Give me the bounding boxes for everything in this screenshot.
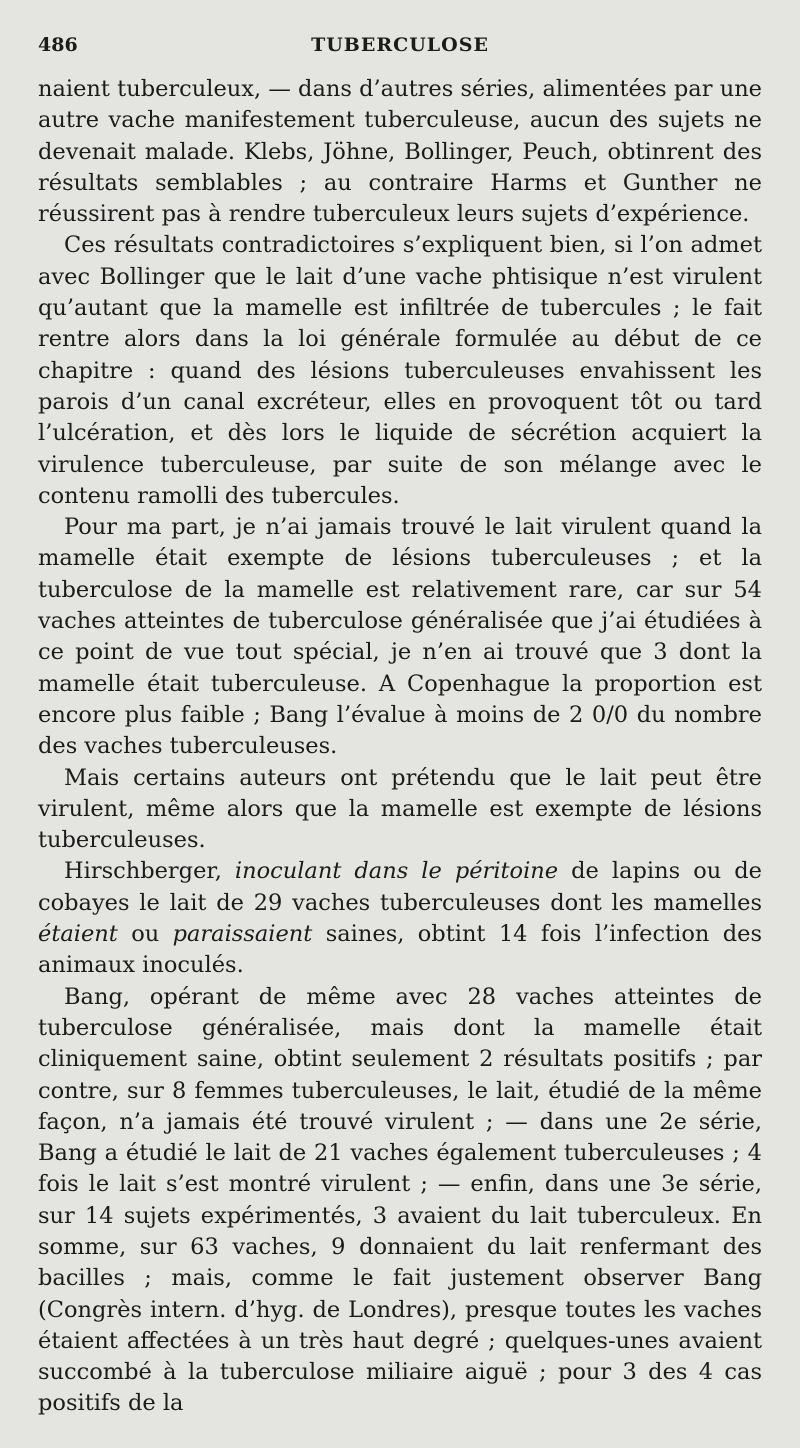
paragraph-text: Bang, opérant de même avec 28 vaches atteintes de tuberculose généralisée, mais dont la mamelle était cliniquement saine, obtint seulement 2 résultats positifs ; par contre, sur 8 femmes tuberculeuses, le lait, étudié de la même façon, n’a jamais été trouvé virulent ; — dans une 2e série, Bang a étudié le lait de 21 vaches également tuberculeuses ; 4 fois le lait s’est montré virulent ; — enfin, dans une 3e série, sur 14 sujets expérimentés, 3 avaient du lait tuberculeux. En somme, sur 63 vaches, 9 donnaient du lait renfermant des bacilles ; mais, comme le fait justement observer Bang (Congrès intern. d’hyg. de Londres), presque toutes les vaches étaient affectées à un très haut degré ; quelques-unes avaient succombé à la tuberculose miliaire aiguë ; pour 3 des 4 cas positifs de la [38, 983, 762, 1417]
running-title: TUBERCULOSE [311, 34, 489, 56]
page-header [38, 30, 762, 74]
italic-text: inoculant dans le péritoine [234, 858, 559, 885]
paragraph [38, 982, 762, 1420]
paragraph-text: Mais certains auteurs ont prétendu que le lait peut être virulent, même alors que la mamelle est exempte de lésions tuberculeuses. [38, 764, 762, 854]
paragraph-text: de lapins ou de cobayes le lait de 29 vaches tuberculeuses dont les mamelles [38, 858, 762, 916]
paragraph-text: Ces résultats contradictoires s’expliquent bien, si l’on admet avec Bollinger que le lait d’une vache phtisique n’est virulent qu’autant que la mamelle est infiltrée de tubercules ; le fait rentre alors dans la loi générale formulée au début de ce chapitre : quand des lésions tuberculeuses envahissent les parois d’un canal excréteur, elles en provoquent tôt ou tard l’ulcération, et dès lors le liquide de sécrétion acquiert la virulence tuberculeuse, par suite de son mélange avec le contenu ramolli des tubercules. [38, 232, 762, 509]
paragraph-text: Pour ma part, je n’ai jamais trouvé le lait virulent quand la mamelle était exempte de lésions tuberculeuses ; et la tuberculose de la mamelle est relativement rare, car sur 54 vaches atteintes de tuberculose généralisée que j’ai étudiées à ce point de vue tout spécial, je n’en ai trouvé que 3 dont la mamelle était tuberculeuse. A Copenhague la proportion est encore plus faible ; Bang l’évalue à moins de 2 0/0 du nombre des vaches tuberculeuses. [38, 514, 762, 760]
paragraph-text: naient tuberculeux, — dans d’autres séries, alimentées par une autre vache manifestement tuberculeuse, aucun des sujets ne devenait malade. Klebs, Jöhne, Bollinger, Peuch, obtinrent des résultats semblables ; au contraire Harms et Gunther ne réussirent pas à rendre tuberculeux leurs sujets d’expérience. [38, 76, 762, 228]
page-number: 486 [38, 34, 78, 56]
paragraph-text: Hirschberger, [64, 858, 235, 885]
paragraph [38, 74, 762, 230]
paragraph-text: ou [117, 921, 173, 948]
body-text [38, 74, 762, 1420]
paragraph [38, 856, 762, 981]
paragraph [38, 512, 762, 762]
paragraph [38, 230, 762, 512]
paragraph-text: saines, obtint 14 fois l’infection des animaux inoculés. [38, 921, 762, 979]
paragraph [38, 763, 762, 857]
italic-text: étaient [38, 921, 118, 948]
italic-text: paraissaient [172, 921, 313, 948]
